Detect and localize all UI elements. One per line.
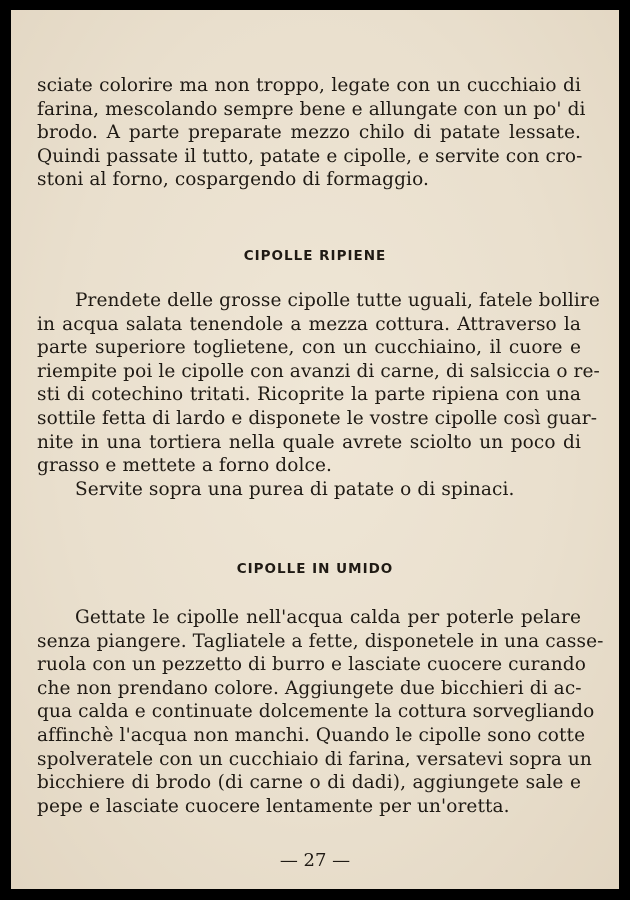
- text-line: sottile fetta di lardo e disponete le vostre cipolle così guar-: [37, 407, 598, 429]
- text-line: riempite poi le cipolle con avanzi di carne, di salsiccia o re-: [37, 360, 600, 382]
- text-line: Servite sopra una purea di patate o di spinaci.: [75, 478, 515, 500]
- text-line: brodo. A parte preparate mezzo chilo di patate lessate.: [37, 122, 581, 144]
- recipe-title-cipolle-ripiene: CIPOLLE RIPIENE: [243, 248, 387, 264]
- text-line: farina, mescolando sempre bene e allungate con un po' di: [37, 98, 586, 120]
- recipe-title-cipolle-in-umido: CIPOLLE IN UMIDO: [236, 561, 394, 577]
- text-line: spolveratele con un cucchiaio di farina, versatevi sopra un: [37, 748, 592, 770]
- text-line: sti di cotechino tritati. Ricoprite la parte ripiena con una: [37, 384, 581, 406]
- text-line: in acqua salata tenendole a mezza cottura. Attraverso la: [37, 313, 581, 335]
- intro-paragraph: [37, 74, 586, 192]
- text-line: nite in una tortiera nella quale avrete sciolto un poco di: [37, 431, 581, 453]
- book-page: [11, 10, 619, 889]
- text-line: parte superiore toglietene, con un cucchiaino, il cuore e: [37, 337, 581, 359]
- text-line: Prendete delle grosse cipolle tutte uguali, fatele bollire: [75, 290, 600, 311]
- text-line: senza piangere. Tagliatele a fette, disponetele in una casse-: [37, 630, 604, 652]
- text-line: pepe e lasciate cuocere lentamente per un'oretta.: [37, 795, 510, 817]
- text-line: qua calda e continuate dolcemente la cottura sorvegliando: [37, 701, 595, 723]
- text-line: affinchè l'acqua non manchi. Quando le cipolle sono cotte: [37, 724, 586, 746]
- text-line: Gettate le cipolle nell'acqua calda per poterle pelare: [75, 607, 581, 628]
- text-line: grasso e mettete a forno dolce.: [37, 455, 332, 477]
- page-number: — 27 —: [279, 850, 351, 871]
- recipe-umido-paragraph: [37, 606, 604, 818]
- text-line: Quindi passate il tutto, patate e cipolle, e servite con cro-: [37, 145, 583, 167]
- recipe-ripiene-paragraph: [37, 289, 600, 501]
- text-line: stoni al forno, cospargendo di formaggio.: [37, 169, 429, 191]
- text-line: sciate colorire ma non troppo, legate con un cucchiaio di: [37, 75, 581, 96]
- text-line: che non prendano colore. Aggiungete due bicchieri di ac-: [37, 677, 582, 699]
- text-line: ruola con un pezzetto di burro e lasciate cuocere curando: [37, 654, 586, 676]
- text-line: bicchiere di brodo (di carne o di dadi), aggiungete sale e: [37, 772, 581, 794]
